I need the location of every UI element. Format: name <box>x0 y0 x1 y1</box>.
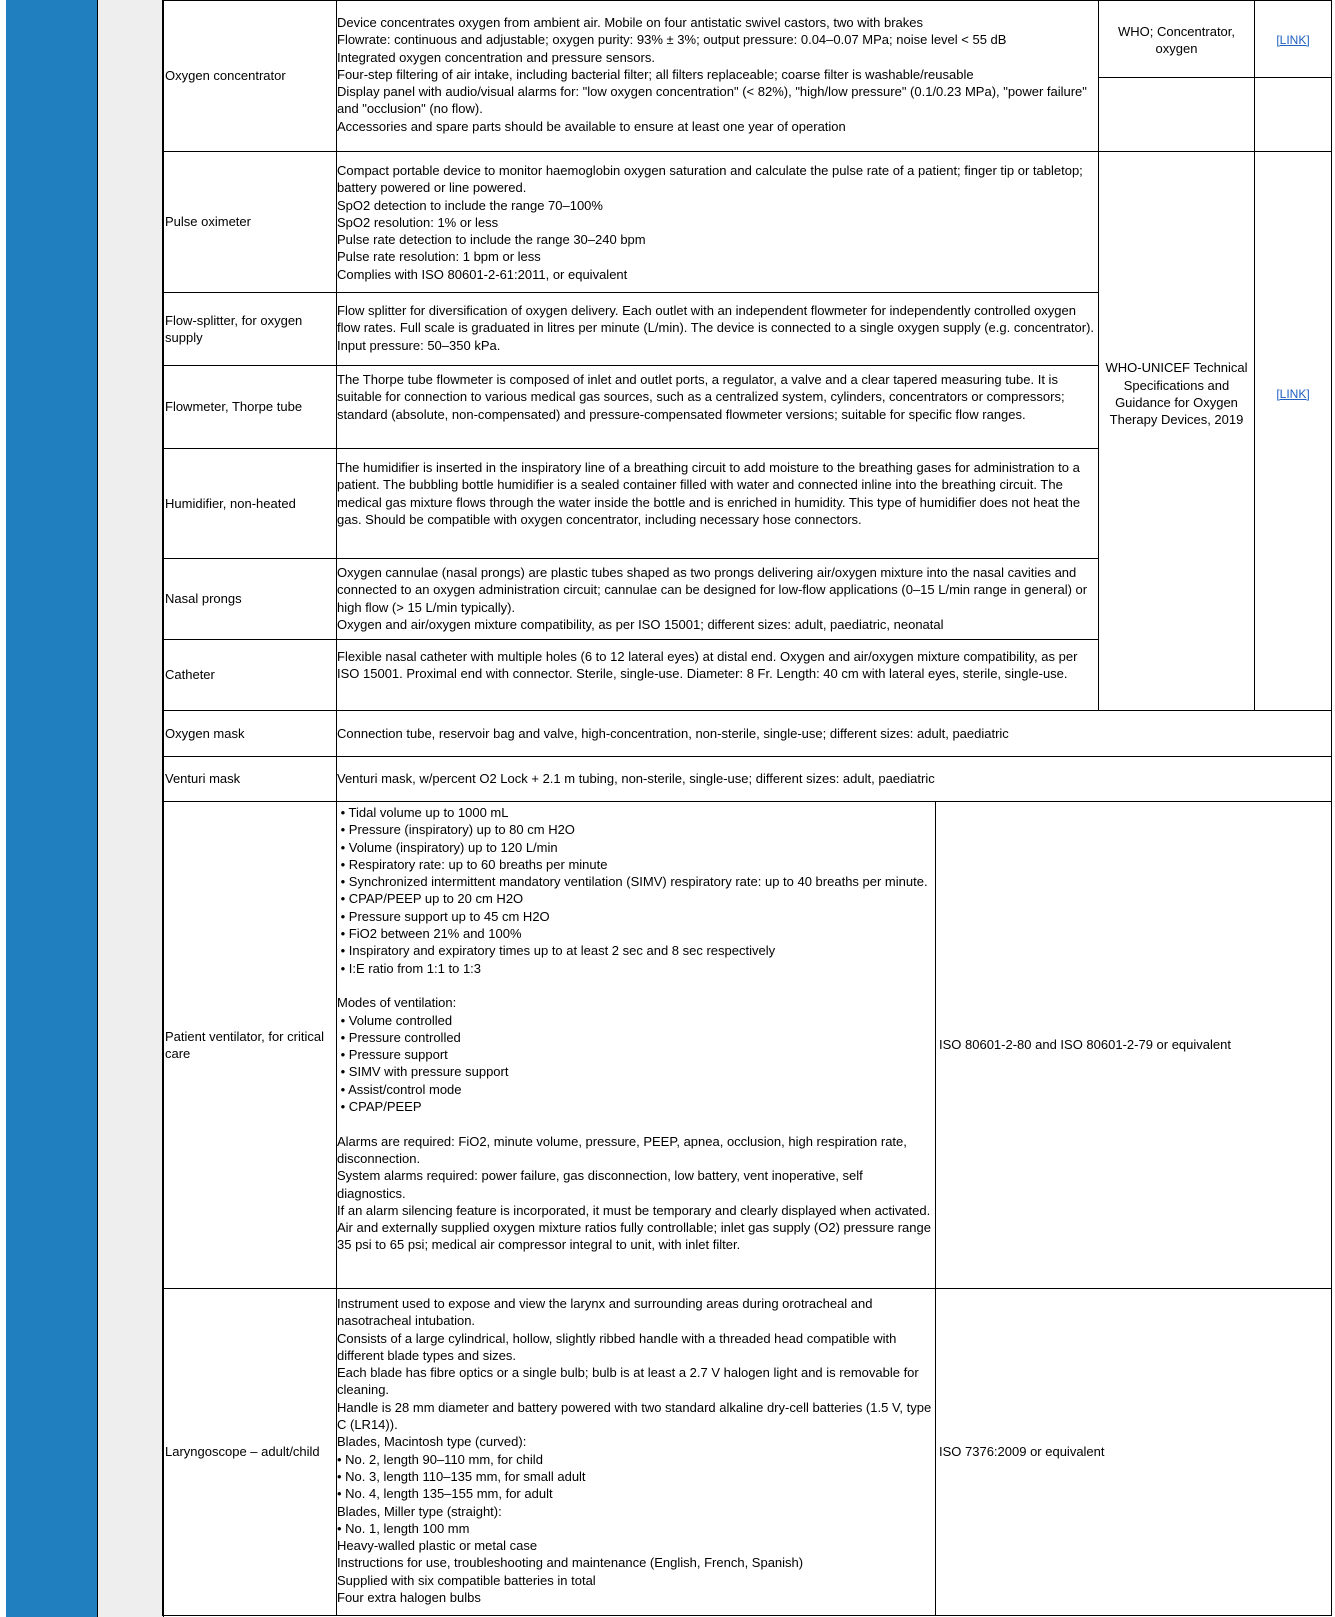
item-name: Laryngoscope – adult/child <box>165 1444 320 1460</box>
item-standard: ISO 7376:2009 or equivalent <box>939 1444 1105 1460</box>
item-spec: Device concentrates oxygen from ambient air. Mobile on four antistatic swivel castors, two with brakes Flowrate: continuous and adjustable; oxygen purity: 93% ± 3%; output pressure: 0.04–0.07 MPa; noise level < 55 dB Integrated oxygen concentration and pressure sensors. Four-step filtering of air intake, including bacterial filter; all filters replaceable; coarse filter is washable/reusable Display panel with audio/visual alarms for: "low oxygen concentration" (< 82%), "high/low pressure" (0.1/0.23 MPa), "power failure" and "occlusion" (no flow). Accessories and spare parts should be available to ensure at least one year of operation <box>337 15 1091 134</box>
link-who-concentrator[interactable]: [LINK] <box>1276 33 1310 47</box>
item-name: Oxygen concentrator <box>165 68 286 84</box>
item-name: Humidifier, non-heated <box>165 495 296 511</box>
item-name: Flow-splitter, for oxygen supply <box>165 312 303 345</box>
source-who-concentrator: WHO; Concentrator, oxygen <box>1117 23 1236 56</box>
item-spec: Compact portable device to monitor haemoglobin oxygen saturation and calculate the pulse rate of a patient; finger tip or tabletop; battery powered or line powered. SpO2 detection to include the range 70–100% SpO2 resolution: 1% or less Pulse rate detection to include the range 30–240 bpm Pulse rate resolution: 1 bpm or less Complies with ISO 80601-2-61:2011, or equivalent <box>337 163 1087 282</box>
item-standard: ISO 80601-2-80 and ISO 80601-2-79 or equivalent <box>939 1037 1231 1053</box>
item-name: Patient ventilator, for critical care <box>165 1028 324 1061</box>
link-who-unicef[interactable]: [LINK] <box>1276 387 1310 401</box>
item-spec: Oxygen cannulae (nasal prongs) are plastic tubes shaped as two prongs delivering air/oxygen mixture into the nasal cavities and connected to an oxygen administration circuit; cannulae can be designed for low-flow applications (0–15 L/min range in general) or high flow (> 15 L/min typically). Oxygen and air/oxygen mixture compatibility, as per ISO 15001; different sizes: adult, paediatric, neonatal <box>337 565 1091 632</box>
item-spec: Instrument used to expose and view the larynx and surrounding areas during orotracheal and nasotracheal intubation. Consists of a large cylindrical, hollow, slightly ribbed handle with a threaded head compatible with different blade types and sizes. Each blade has fibre optics or a single bulb; bulb is at least a 2.7 V halogen light and is removable for cleaning. Handle is 28 mm diameter and battery powered with two standard alkaline dry-cell batteries (1.5 V, type C (LR14)). Blades, Macintosh type (curved): • No. 2, length 90–110 mm, for child • No. 3, length 110–135 mm, for small adult • No. 4, length 135–155 mm, for adult Blades, Miller type (straight): • No. 1, length 100 mm Heavy-walled plastic or metal case Instructions for use, troubleshooting and maintenance (English, French, Spanish) Supplied with six compatible batteries in total Four extra halogen bulbs <box>337 1296 935 1606</box>
item-name: Flowmeter, Thorpe tube <box>165 399 303 415</box>
item-spec: Connection tube, reservoir bag and valve, high-concentration, non-sterile, single-use; different sizes: adult, paediatric <box>337 725 1009 741</box>
source-who-unicef: WHO-UNICEF Technical Specifications and Guidance for Oxygen Therapy Devices, 2019 <box>1105 360 1248 428</box>
item-spec: Flow splitter for diversification of oxygen delivery. Each outlet with an independent flowmeter for independently controlled oxygen flow rates. Full scale is graduated in litres per minute (L/min). The device is connected to a single oxygen supply (e.g. concentrator). Input pressure: 50–350 kPa. <box>337 303 1098 353</box>
category-color-band <box>6 0 97 1617</box>
category-label-column <box>97 0 164 1617</box>
item-spec: • Tidal volume up to 1000 mL • Pressure (inspiratory) up to 80 cm H2O • Volume (inspiratory) up to 120 L/min • Respiratory rate: up to 60 breaths per minute • Synchronized intermittent mandatory ventilation (SIMV) respiratory rate: up to 40 breaths per minute. • CPAP/PEEP up to 20 cm H2O • Pressure support up to 45 cm H2O • FiO2 between 21% and 100% • Inspiratory and expiratory times up to at least 2 sec and 8 sec respectively • I:E ratio from 1:1 to 1:3 Modes of ventilation: • Volume controlled • Pressure controlled • Pressure support • SIMV with pressure support • Assist/control mode • CPAP/PEEP Alarms are required: FiO2, minute volume, pressure, PEEP, apnea, occlusion, high respiration rate, disconnection. System alarms required: power failure, gas disconnection, low battery, vent inoperative, self diagnostics. If an alarm silencing feature is incorporated, it must be temporary and clearly displayed when activated. Air and externally supplied oxygen mixture ratios fully controllable; inlet gas supply (O2) pressure range 35 psi to 65 psi; medical air compressor integral to unit, with inlet filter. <box>337 805 935 1253</box>
item-name: Pulse oximeter <box>165 214 251 230</box>
item-name: Nasal prongs <box>165 591 242 607</box>
item-name: Catheter <box>165 667 215 683</box>
item-name: Oxygen mask <box>165 725 245 741</box>
item-spec: The humidifier is inserted in the inspiratory line of a breathing circuit to add moisture to the breathing gases for administration to a patient. The bubbling bottle humidifier is a sealed container filled with water and connected inline into the breathing circuit. The medical gas mixture flows through the water inside the bottle and is enriched in humidity. This type of humidifier does not heat the gas. Should be compatible with oxygen concentrator, including necessary hose connectors. <box>337 460 1084 527</box>
item-spec: Flexible nasal catheter with multiple holes (6 to 12 lateral eyes) at distal end. Oxygen and air/oxygen mixture compatibility, as per ISO 15001. Proximal end with connector. Sterile, single-use. Diameter: 8 Fr. Length: 40 cm with lateral eyes, sterile, single-use. <box>337 649 1082 682</box>
item-spec: Venturi mask, w/percent O2 Lock + 2.1 m tubing, non-sterile, single-use; different sizes: adult, paediatric <box>337 771 935 787</box>
item-name: Venturi mask <box>165 771 241 787</box>
item-spec: The Thorpe tube flowmeter is composed of inlet and outlet ports, a regulator, a valve and a clear tapered measuring tube. It is suitable for connection to various medical gas sources, such as a centralized system, cylinders, concentrators or compressors; standard (absolute, non-compensated) and pressure-compensated flowmeter versions; suitable for specific flow ranges. <box>337 372 1069 422</box>
